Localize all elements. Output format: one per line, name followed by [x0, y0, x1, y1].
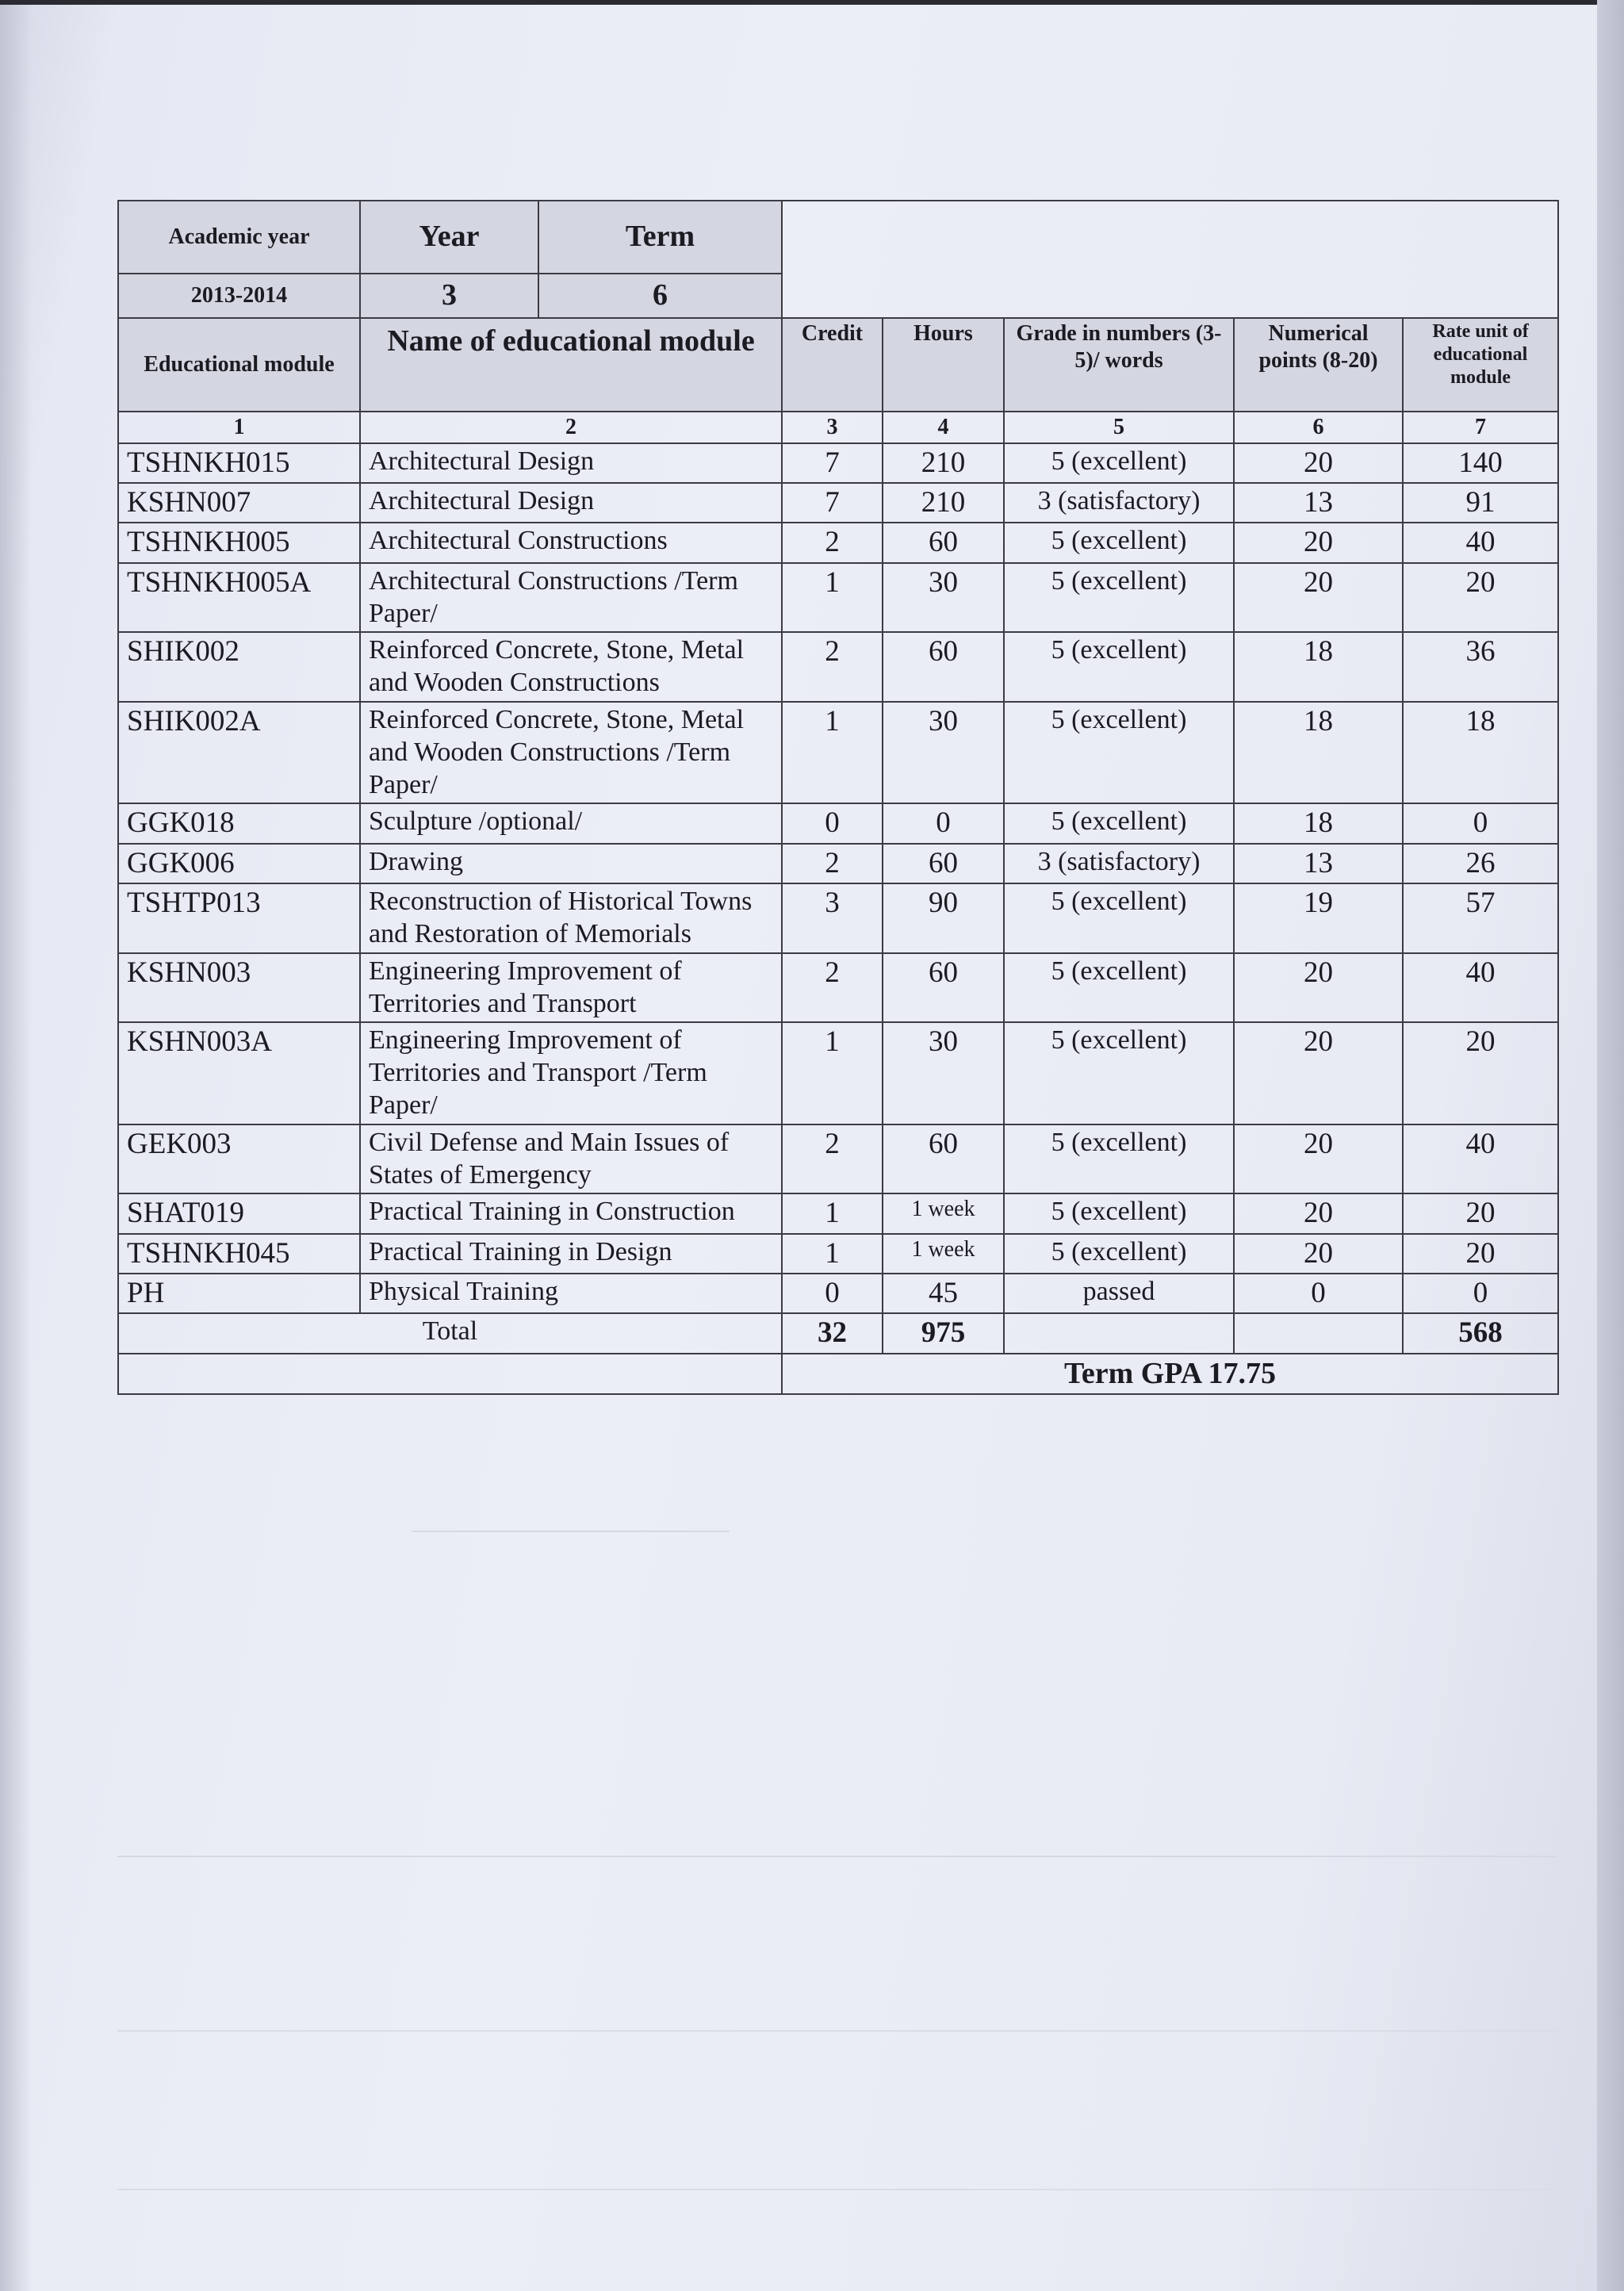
col-header-module: Educational module — [118, 318, 360, 412]
col-number: 2 — [360, 412, 782, 443]
header-blank-area — [782, 201, 1558, 318]
table-row — [118, 844, 1558, 883]
module-credit: 2 — [782, 523, 883, 562]
col-header-credit: Credit — [782, 318, 883, 412]
module-hours: 1 week — [883, 1234, 1004, 1274]
total-empty-points — [1234, 1313, 1403, 1353]
module-name: Architectural Constructions — [360, 523, 782, 562]
module-hours: 210 — [883, 483, 1004, 523]
table-row — [118, 803, 1558, 843]
module-rate: 40 — [1403, 953, 1558, 1023]
module-name: Practical Training in Design — [360, 1234, 782, 1274]
module-points: 0 — [1234, 1274, 1403, 1313]
column-header-row — [118, 318, 1558, 412]
table-row — [118, 483, 1558, 523]
module-code: GGK006 — [118, 844, 360, 883]
bleed-through-line — [412, 1531, 730, 1532]
module-name: Reinforced Concrete, Stone, Metal and Wooden Constructions /Term Paper/ — [360, 702, 782, 803]
module-grade: 5 (excellent) — [1004, 702, 1234, 803]
module-code: KSHN003A — [118, 1022, 360, 1124]
module-code: GEK003 — [118, 1124, 360, 1194]
total-empty-grade — [1004, 1313, 1234, 1353]
module-points: 20 — [1234, 443, 1403, 483]
module-points: 20 — [1234, 1234, 1403, 1274]
module-credit: 1 — [782, 563, 883, 633]
module-grade: 5 (excellent) — [1004, 563, 1234, 633]
module-credit: 1 — [782, 1022, 883, 1124]
module-hours: 45 — [883, 1274, 1004, 1313]
module-code: GGK018 — [118, 803, 360, 843]
module-credit: 0 — [782, 803, 883, 843]
module-name: Civil Defense and Main Issues of States of Emergency — [360, 1124, 782, 1194]
table-row — [118, 883, 1558, 953]
col-number: 7 — [1403, 412, 1558, 443]
col-header-name: Name of educational module — [360, 318, 782, 412]
col-number: 3 — [782, 412, 883, 443]
col-header-hours: Hours — [883, 318, 1004, 412]
module-grade: 5 (excellent) — [1004, 1124, 1234, 1194]
module-hours: 60 — [883, 523, 1004, 562]
module-credit: 2 — [782, 953, 883, 1023]
module-rate: 20 — [1403, 1234, 1558, 1274]
module-rate: 20 — [1403, 563, 1558, 633]
module-code: TSHTP013 — [118, 883, 360, 953]
module-hours: 30 — [883, 1022, 1004, 1124]
module-points: 20 — [1234, 1124, 1403, 1194]
module-credit: 3 — [782, 883, 883, 953]
table-row — [118, 563, 1558, 633]
module-points: 20 — [1234, 1193, 1403, 1233]
module-credit: 1 — [782, 1234, 883, 1274]
table-row — [118, 443, 1558, 483]
col-number: 4 — [883, 412, 1004, 443]
module-name: Engineering Improvement of Territories and Transport — [360, 953, 782, 1023]
module-hours: 60 — [883, 1124, 1004, 1194]
col-header-grade: Grade in numbers (3-5)/ words — [1004, 318, 1234, 412]
module-grade: 3 (satisfactory) — [1004, 844, 1234, 883]
module-points: 18 — [1234, 702, 1403, 803]
module-points: 18 — [1234, 803, 1403, 843]
module-points: 20 — [1234, 523, 1403, 562]
total-hours: 975 — [883, 1313, 1004, 1353]
module-rate: 26 — [1403, 844, 1558, 883]
module-points: 20 — [1234, 563, 1403, 633]
col-number: 5 — [1004, 412, 1234, 443]
module-code: PH — [118, 1274, 360, 1313]
module-code: TSHNKH015 — [118, 443, 360, 483]
module-grade: 5 (excellent) — [1004, 1234, 1234, 1274]
gpa-row-blank — [118, 1354, 782, 1395]
header-row-labels — [118, 201, 1558, 274]
module-hours: 30 — [883, 702, 1004, 803]
bleed-through-line — [117, 2189, 1557, 2190]
module-code: SHAT019 — [118, 1193, 360, 1233]
module-credit: 2 — [782, 632, 883, 702]
module-grade: 5 (excellent) — [1004, 1022, 1234, 1124]
module-grade: 5 (excellent) — [1004, 523, 1234, 562]
module-rate: 40 — [1403, 523, 1558, 562]
table-row — [118, 632, 1558, 702]
module-name: Architectural Design — [360, 443, 782, 483]
table-row — [118, 1124, 1558, 1194]
total-label: Total — [118, 1313, 782, 1353]
module-points: 13 — [1234, 483, 1403, 523]
module-hours: 0 — [883, 803, 1004, 843]
table-row — [118, 953, 1558, 1023]
table-row — [118, 1193, 1558, 1233]
module-name: Engineering Improvement of Territories and Transport /Term Paper/ — [360, 1022, 782, 1124]
bleed-through-line — [117, 1856, 1557, 1857]
scan-top-edge — [0, 0, 1624, 5]
table-row — [118, 702, 1558, 803]
module-rate: 57 — [1403, 883, 1558, 953]
module-rate: 91 — [1403, 483, 1558, 523]
module-rate: 36 — [1403, 632, 1558, 702]
module-name: Physical Training — [360, 1274, 782, 1313]
page-shadow — [0, 0, 32, 2291]
module-name: Reconstruction of Historical Towns and Restoration of Memorials — [360, 883, 782, 953]
total-credit: 32 — [782, 1313, 883, 1353]
year-value: 3 — [360, 274, 538, 318]
module-credit: 0 — [782, 1274, 883, 1313]
module-grade: 3 (satisfactory) — [1004, 483, 1234, 523]
transcript-table — [117, 200, 1559, 1395]
module-points: 18 — [1234, 632, 1403, 702]
module-name: Sculpture /optional/ — [360, 803, 782, 843]
module-code: TSHNKH005A — [118, 563, 360, 633]
column-number-row — [118, 412, 1558, 443]
module-name: Reinforced Concrete, Stone, Metal and Wooden Constructions — [360, 632, 782, 702]
scan-right-edge — [1597, 0, 1624, 2291]
module-rows — [118, 443, 1558, 1314]
col-header-points: Numerical points (8-20) — [1234, 318, 1403, 412]
term-value: 6 — [538, 274, 782, 318]
total-row — [118, 1313, 1558, 1353]
module-rate: 140 — [1403, 443, 1558, 483]
module-credit: 1 — [782, 702, 883, 803]
term-label: Term — [538, 201, 782, 274]
module-rate: 20 — [1403, 1022, 1558, 1124]
module-grade: 5 (excellent) — [1004, 953, 1234, 1023]
module-grade: passed — [1004, 1274, 1234, 1313]
table-row — [118, 1022, 1558, 1124]
module-points: 20 — [1234, 953, 1403, 1023]
module-credit: 2 — [782, 1124, 883, 1194]
academic-year-value: 2013-2014 — [118, 274, 360, 318]
module-rate: 18 — [1403, 702, 1558, 803]
module-hours: 30 — [883, 563, 1004, 633]
module-code: KSHN007 — [118, 483, 360, 523]
academic-year-label: Academic year — [118, 201, 360, 274]
year-label: Year — [360, 201, 538, 274]
module-rate: 0 — [1403, 1274, 1558, 1313]
module-credit: 1 — [782, 1193, 883, 1233]
module-credit: 2 — [782, 844, 883, 883]
module-code: SHIK002A — [118, 702, 360, 803]
module-grade: 5 (excellent) — [1004, 883, 1234, 953]
module-hours: 60 — [883, 953, 1004, 1023]
module-name: Drawing — [360, 844, 782, 883]
module-name: Architectural Constructions /Term Paper/ — [360, 563, 782, 633]
gpa-row — [118, 1354, 1558, 1395]
module-points: 20 — [1234, 1022, 1403, 1124]
col-number: 6 — [1234, 412, 1403, 443]
module-grade: 5 (excellent) — [1004, 632, 1234, 702]
module-code: TSHNKH045 — [118, 1234, 360, 1274]
module-name: Architectural Design — [360, 483, 782, 523]
module-code: TSHNKH005 — [118, 523, 360, 562]
bleed-through-line — [117, 2030, 1557, 2032]
col-header-rate: Rate unit of educational module — [1403, 318, 1558, 412]
module-credit: 7 — [782, 443, 883, 483]
col-number: 1 — [118, 412, 360, 443]
table-row — [118, 1274, 1558, 1313]
module-code: SHIK002 — [118, 632, 360, 702]
module-hours: 60 — [883, 632, 1004, 702]
table-row — [118, 1234, 1558, 1274]
module-rate: 20 — [1403, 1193, 1558, 1233]
module-hours: 210 — [883, 443, 1004, 483]
module-hours: 90 — [883, 883, 1004, 953]
module-grade: 5 (excellent) — [1004, 803, 1234, 843]
module-hours: 60 — [883, 844, 1004, 883]
module-rate: 0 — [1403, 803, 1558, 843]
module-credit: 7 — [782, 483, 883, 523]
module-hours: 1 week — [883, 1193, 1004, 1233]
term-gpa: Term GPA 17.75 — [782, 1354, 1558, 1395]
module-points: 13 — [1234, 844, 1403, 883]
module-name: Practical Training in Construction — [360, 1193, 782, 1233]
total-rate: 568 — [1403, 1313, 1558, 1353]
module-grade: 5 (excellent) — [1004, 1193, 1234, 1233]
module-rate: 40 — [1403, 1124, 1558, 1194]
module-code: KSHN003 — [118, 953, 360, 1023]
table-row — [118, 523, 1558, 562]
module-grade: 5 (excellent) — [1004, 443, 1234, 483]
module-points: 19 — [1234, 883, 1403, 953]
